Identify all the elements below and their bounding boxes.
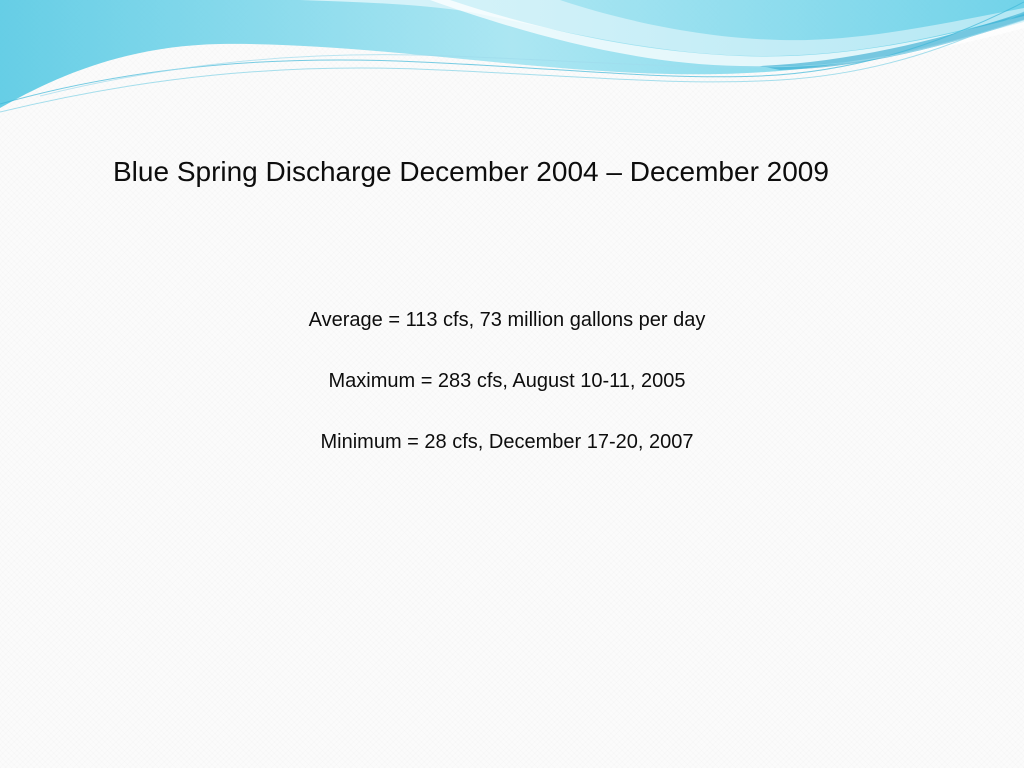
discharge-stats-list (0, 305, 1014, 488)
slide-title: Blue Spring Discharge December 2004 – December 2009 (113, 156, 829, 187)
stat-maximum: Maximum = 283 cfs, August 10-11, 2005 (328, 370, 686, 392)
header-wave-decoration (0, 0, 1024, 130)
stat-minimum: Minimum = 28 cfs, December 17-20, 2007 (320, 431, 694, 453)
stat-average: Average = 113 cfs, 73 million gallons per day (308, 309, 706, 331)
